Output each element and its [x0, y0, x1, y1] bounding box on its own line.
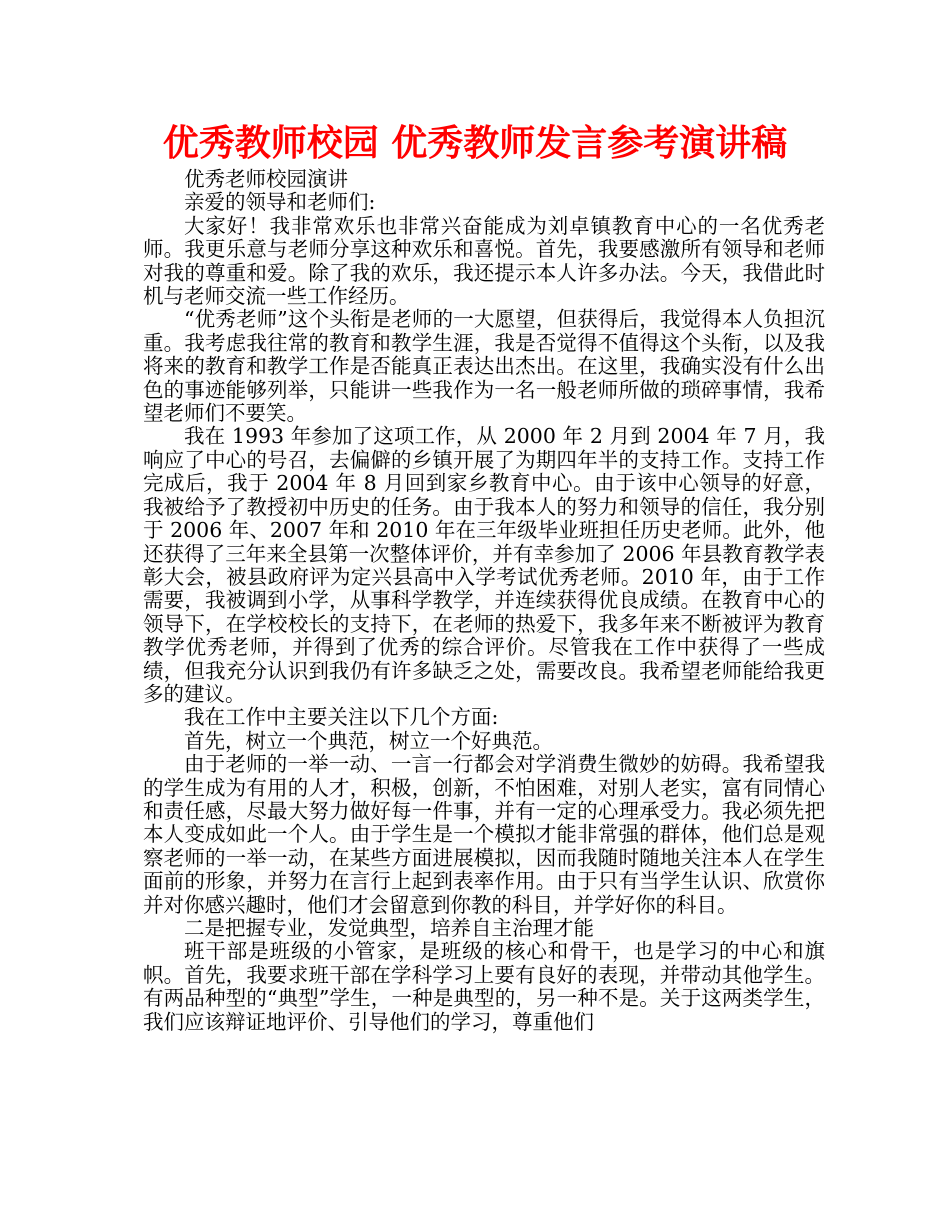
- paragraph-speech-heading: 优秀老师校园演讲: [184, 167, 348, 191]
- paragraph-career: 我在 1993 年参加了这项工作，从 2000 年 2 月到 2004 年 7 月，我响应了中心的号召，去偏僻的乡镇开展了为期四年半的支持工作。支持工作完成后，我于 2004 年 8 月回到家乡教育中心。由于该中心领导的好意，我被给予了教授初中历史的任务。由于我本人的努力和领导的信任，我分别于 2006 年、2007 年和 2010 年在三年级毕业班担任历史老师。此外，他还获得了三年来全县第一次整体评价，并有幸参加了 2006 年县教育教学表彰大会，被县政府评为定兴县高中入学考试优秀老师。2010 年，由于工作需要，我被调到小学，从事科学教学，并连续获得优良成绩。在教育中心的领导下，在学校校长的支持下，在老师的热爱下，我多年来不断被评为教育教学优秀老师，并得到了优秀的综合评价。尽管我在工作中获得了一些成绩，但我充分认识到我仍有许多缺乏之处，需要改良。我希望老师能给我更多的建议。: [143, 424, 825, 706]
- paragraph-greeting: 大家好！我非常欢乐也非常兴奋能成为刘卓镇教育中心的一名优秀老师。我更乐意与老师分享这种欢乐和喜悦。首先，我要感激所有领导和老师对我的尊重和爱。除了我的欢乐，我还提示本人许多办法。今天，我借此时机与老师交流一些工作经历。: [143, 213, 825, 309]
- paragraph-class-leaders: 班干部是班级的小管家，是班级的核心和骨干，也是学习的中心和旗帜。首先，我要求班干部在学科学习上要有良好的表现，并带动其他学生。有两品种型的“典型”学生，一种是典型的，另一种不是。关于这两类学生，我们应该辩证地评价、引导他们的学习，尊重他们: [143, 939, 825, 1034]
- paragraph-point-one: 首先，树立一个典范，树立一个好典范。: [184, 728, 553, 753]
- document-body: [143, 168, 825, 1034]
- paragraph-point-two: 二是把握专业，发觉典型，培养自主治理才能: [184, 916, 594, 940]
- paragraph-salutation: 亲爱的领导和老师们:: [184, 190, 376, 215]
- paragraph-honor: “优秀老师”这个头衔是老师的一大愿望，但获得后，我觉得本人负担沉重。我考虑我往常的教育和教学生涯，我是否觉得不值得这个头衔，以及我将来的教育和教学工作是否能真正表达出杰出。在这里，我确实没有什么出色的事迹能够列举，只能讲一些我作为一名一般老师所做的琐碎事情，我希望老师们不要笑。: [143, 307, 825, 426]
- paragraph-role-model: 由于老师的一举一动、一言一行都会对学消费生微妙的妨碍。我希望我的学生成为有用的人才，积极，创新，不怕困难，对别人老实，富有同情心和责任感，尽最大努力做好每一件事，并有一定的心理承受力。我必须先把本人变成如此一个人。由于学生是一个模拟才能非常强的群体，他们总是观察老师的一举一动，在某些方面进展模拟，因而我随时随地关注本人在学生面前的形象，并努力在言行上起到表率作用。由于只有当学生认识、欣赏你并对你感兴趣时，他们才会留意到你教的科目，并学好你的科目。: [143, 752, 825, 917]
- paragraph-focus-intro: 我在工作中主要关注以下几个方面:: [184, 705, 499, 730]
- document-title: 优秀教师校园 优秀教师发言参考演讲稿: [162, 123, 788, 164]
